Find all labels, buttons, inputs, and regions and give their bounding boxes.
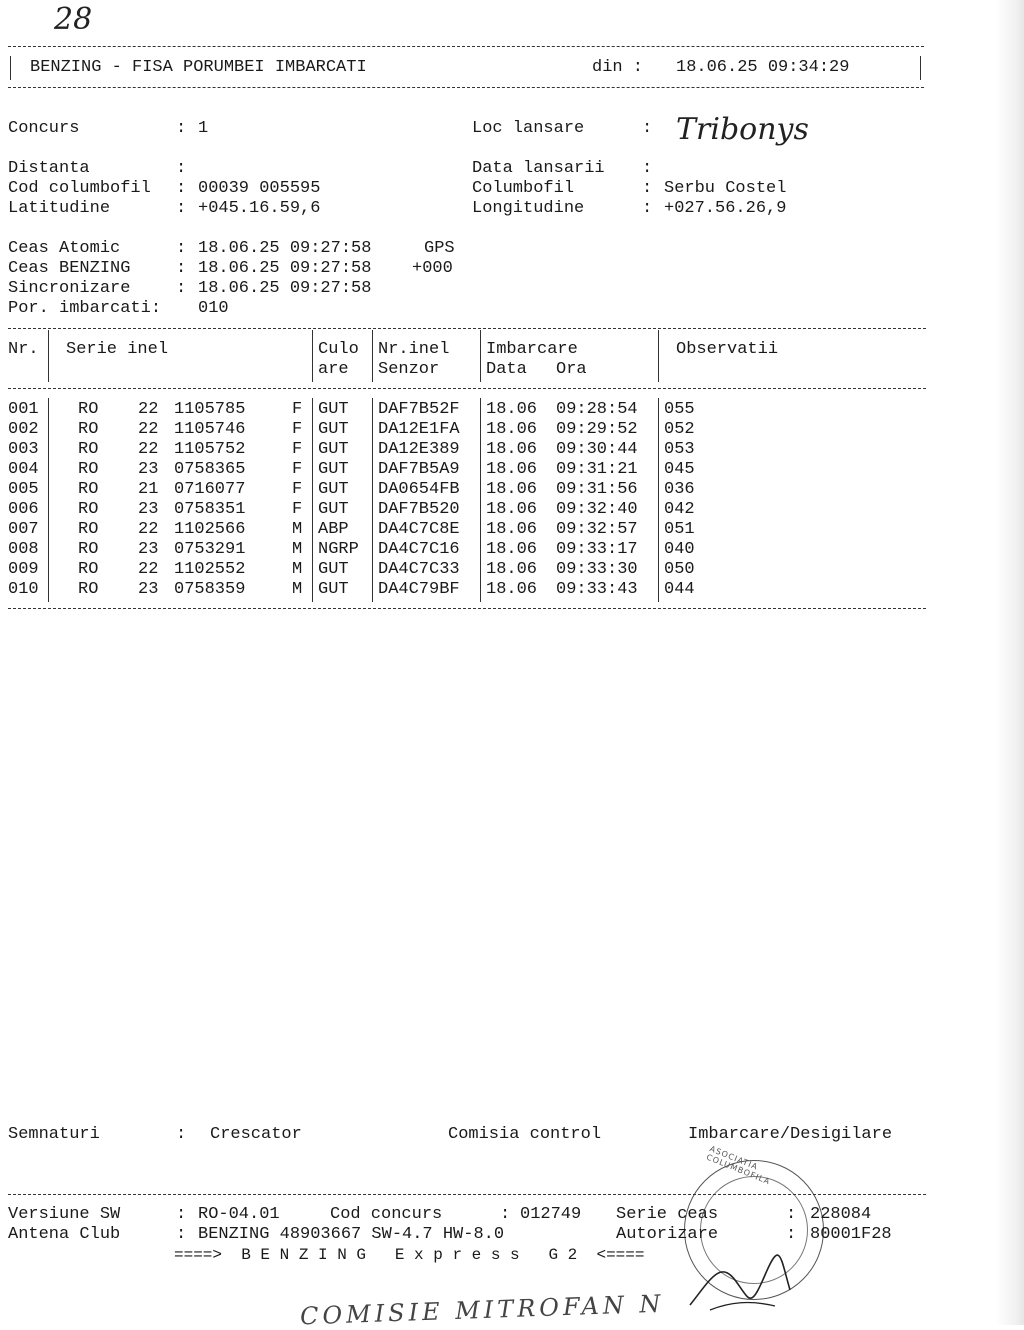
- cell-ora: 09:31:21: [556, 460, 638, 479]
- table-row: [0, 520, 940, 540]
- cell-ora: 09:32:40: [556, 500, 638, 519]
- cell-tara: RO: [78, 480, 99, 499]
- cell-culoare: GUT: [318, 480, 349, 499]
- cell-culoare: GUT: [318, 460, 349, 479]
- cell-ora: 09:33:43: [556, 580, 638, 599]
- cell-ora: 09:29:52: [556, 420, 638, 439]
- header-left-border: [10, 56, 11, 80]
- distanta-colon: :: [176, 159, 187, 178]
- cell-tara: RO: [78, 500, 99, 519]
- concurs-label: Concurs: [8, 119, 80, 138]
- cell-observatii: 052: [664, 420, 695, 439]
- cell-an: 23: [138, 540, 159, 559]
- cell-senzor: DA4C79BF: [378, 580, 460, 599]
- cell-senzor: DA12E1FA: [378, 420, 460, 439]
- autorizare-colon: :: [786, 1225, 797, 1244]
- por-imbarcati-label: Por. imbarcati:: [8, 299, 162, 318]
- cell-tara: RO: [78, 420, 99, 439]
- header-right-border: [920, 56, 921, 80]
- header-bottom-rule: [8, 87, 924, 88]
- col-header-data: Data: [486, 360, 527, 379]
- signature-imbarcare: Imbarcare/Desigilare: [688, 1125, 893, 1144]
- cell-inel: 1105752: [174, 440, 246, 459]
- cell-tara: RO: [78, 440, 99, 459]
- cell-data: 18.06: [486, 540, 538, 559]
- loc-lansare-colon: :: [642, 119, 653, 138]
- cell-nr: 004: [8, 460, 39, 479]
- ceas-benzing-suffix: +000: [412, 259, 453, 278]
- distanta-label: Distanta: [8, 159, 90, 178]
- club-stamp-text: ASOCIATIA COLUMBOFILA: [704, 1144, 772, 1187]
- cell-observatii: 045: [664, 460, 695, 479]
- cell-nr: 008: [8, 540, 39, 559]
- ceas-benzing-value: 18.06.25 09:27:58: [198, 259, 372, 278]
- cell-an: 22: [138, 440, 159, 459]
- cell-an: 21: [138, 480, 159, 499]
- col-sep-5: [658, 330, 659, 382]
- cell-sex: M: [292, 560, 303, 579]
- cell-nr: 001: [8, 400, 39, 419]
- cod-concurs-colon: :: [500, 1205, 511, 1224]
- cod-concurs-value: 012749: [520, 1205, 582, 1224]
- handwritten-signature: [680, 1250, 800, 1320]
- benzing-banner: ====> B E N Z I N G E x p r e s s G 2 <====: [174, 1246, 645, 1264]
- cell-nr: 005: [8, 480, 39, 499]
- col-header-senzor: Senzor: [378, 360, 440, 379]
- col-header-are: are: [318, 360, 349, 379]
- col-header-ora: Ora: [556, 360, 587, 379]
- col-header-imbarcare: Imbarcare: [486, 340, 578, 359]
- cell-observatii: 050: [664, 560, 695, 579]
- cell-an: 22: [138, 400, 159, 419]
- autorizare-label: Autorizare: [616, 1225, 719, 1244]
- cell-observatii: 042: [664, 500, 695, 519]
- cell-senzor: DA4C7C16: [378, 540, 460, 559]
- cell-ora: 09:33:17: [556, 540, 638, 559]
- ceas-atomic-suffix: GPS: [424, 239, 455, 258]
- ceas-atomic-colon: :: [176, 239, 187, 258]
- cell-observatii: 036: [664, 480, 695, 499]
- longitudine-label: Longitudine: [472, 199, 585, 218]
- cell-sex: F: [292, 420, 303, 439]
- versiune-colon: :: [176, 1205, 187, 1224]
- serie-ceas-colon: :: [786, 1205, 797, 1224]
- cell-culoare: GUT: [318, 400, 349, 419]
- col-sep-4: [480, 330, 481, 382]
- cell-data: 18.06: [486, 460, 538, 479]
- table-row: [0, 560, 940, 580]
- latitudine-label: Latitudine: [8, 199, 111, 218]
- longitudine-colon: :: [642, 199, 653, 218]
- data-lansarii-colon: :: [642, 159, 653, 178]
- antena-label: Antena Club: [8, 1225, 121, 1244]
- ceas-atomic-value: 18.06.25 09:27:58: [198, 239, 372, 258]
- versiune-label: Versiune SW: [8, 1205, 121, 1224]
- cod-columbofil-value: 00039 005595: [198, 179, 321, 198]
- cell-data: 18.06: [486, 580, 538, 599]
- cell-culoare: GUT: [318, 580, 349, 599]
- cell-ora: 09:32:57: [556, 520, 638, 539]
- col-header-nr-inel: Nr.inel: [378, 340, 450, 359]
- cell-sex: M: [292, 580, 303, 599]
- cell-observatii: 051: [664, 520, 695, 539]
- din-label: din :: [592, 58, 644, 77]
- semnaturi-label: Semnaturi: [8, 1125, 100, 1144]
- col-header-observatii: Observatii: [676, 340, 779, 359]
- ceas-atomic-label: Ceas Atomic: [8, 239, 121, 258]
- cell-tara: RO: [78, 580, 99, 599]
- table-row: [0, 580, 940, 600]
- sincronizare-colon: :: [176, 279, 187, 298]
- cell-nr: 006: [8, 500, 39, 519]
- cell-an: 22: [138, 560, 159, 579]
- signature-comisia: Comisia control: [448, 1125, 602, 1144]
- cell-senzor: DAF7B5A9: [378, 460, 460, 479]
- table-row: [0, 540, 940, 560]
- table-top-rule: [8, 328, 926, 329]
- loc-lansare-label: Loc lansare: [472, 119, 585, 138]
- col-sep-3: [372, 330, 373, 382]
- serie-ceas-label: Serie ceas: [616, 1205, 719, 1224]
- cell-inel: 0758351: [174, 500, 246, 519]
- col-sep-2: [312, 330, 313, 382]
- concurs-value: 1: [198, 119, 209, 138]
- scan-edge-shadow: [996, 0, 1024, 1325]
- cell-culoare: NGRP: [318, 540, 359, 559]
- cell-data: 18.06: [486, 400, 538, 419]
- cell-inel: 1102552: [174, 560, 246, 579]
- cell-senzor: DA4C7C8E: [378, 520, 460, 539]
- cell-nr: 003: [8, 440, 39, 459]
- cell-observatii: 040: [664, 540, 695, 559]
- cell-tara: RO: [78, 520, 99, 539]
- cod-columbofil-colon: :: [176, 179, 187, 198]
- cod-columbofil-label: Cod columbofil: [8, 179, 151, 198]
- footer-rule: [8, 1194, 926, 1195]
- autorizare-value: 80001F28: [810, 1225, 892, 1244]
- cell-data: 18.06: [486, 520, 538, 539]
- cell-nr: 009: [8, 560, 39, 579]
- data-lansarii-label: Data lansarii: [472, 159, 605, 178]
- cell-ora: 09:28:54: [556, 400, 638, 419]
- columbofil-colon: :: [642, 179, 653, 198]
- signature-crescator: Crescator: [210, 1125, 302, 1144]
- cell-data: 18.06: [486, 440, 538, 459]
- cell-senzor: DA12E389: [378, 440, 460, 459]
- columbofil-value: Serbu Costel: [664, 179, 787, 198]
- cell-tara: RO: [78, 560, 99, 579]
- cell-culoare: GUT: [318, 560, 349, 579]
- cell-data: 18.06: [486, 420, 538, 439]
- header-top-rule: [8, 46, 924, 47]
- cell-tara: RO: [78, 540, 99, 559]
- handwritten-bottom-note: COMISIE MITROFAN N: [299, 1289, 665, 1330]
- table-header-rule: [8, 388, 926, 389]
- serie-ceas-value: 228084: [810, 1205, 872, 1224]
- ceas-benzing-label: Ceas BENZING: [8, 259, 131, 278]
- latitudine-value: +045.16.59,6: [198, 199, 321, 218]
- cell-nr: 007: [8, 520, 39, 539]
- cell-sex: M: [292, 520, 303, 539]
- table-bottom-rule: [8, 608, 926, 609]
- antena-colon: :: [176, 1225, 187, 1244]
- table-row: [0, 480, 940, 500]
- cell-culoare: GUT: [318, 440, 349, 459]
- cell-senzor: DA0654FB: [378, 480, 460, 499]
- cell-data: 18.06: [486, 480, 538, 499]
- cell-inel: 1105785: [174, 400, 246, 419]
- cell-inel: 1102566: [174, 520, 246, 539]
- loc-lansare-handwritten: Tribonys: [676, 112, 809, 147]
- table-row: [0, 500, 940, 520]
- cell-nr: 010: [8, 580, 39, 599]
- cell-an: 23: [138, 580, 159, 599]
- concurs-colon: :: [176, 119, 187, 138]
- din-value: 18.06.25 09:34:29: [676, 58, 850, 77]
- latitudine-colon: :: [176, 199, 187, 218]
- cell-an: 23: [138, 500, 159, 519]
- cell-data: 18.06: [486, 500, 538, 519]
- cell-nr: 002: [8, 420, 39, 439]
- semnaturi-colon: :: [176, 1125, 187, 1144]
- cell-ora: 09:33:30: [556, 560, 638, 579]
- col-header-culo: Culo: [318, 340, 359, 359]
- cell-culoare: GUT: [318, 500, 349, 519]
- cell-sex: F: [292, 400, 303, 419]
- sincronizare-value: 18.06.25 09:27:58: [198, 279, 372, 298]
- cell-sex: F: [292, 500, 303, 519]
- cell-an: 23: [138, 460, 159, 479]
- cell-observatii: 044: [664, 580, 695, 599]
- por-imbarcati-value: 010: [198, 299, 229, 318]
- table-row: [0, 440, 940, 460]
- cell-inel: 0716077: [174, 480, 246, 499]
- cell-observatii: 055: [664, 400, 695, 419]
- cell-inel: 1105746: [174, 420, 246, 439]
- document-title: BENZING - FISA PORUMBEI IMBARCATI: [30, 58, 367, 77]
- col-header-nr: Nr.: [8, 340, 39, 359]
- cell-an: 22: [138, 420, 159, 439]
- cell-senzor: DAF7B520: [378, 500, 460, 519]
- cell-sex: F: [292, 440, 303, 459]
- cell-tara: RO: [78, 460, 99, 479]
- longitudine-value: +027.56.26,9: [664, 199, 787, 218]
- handwritten-page-number: 28: [54, 2, 93, 37]
- table-row: [0, 400, 940, 420]
- cell-data: 18.06: [486, 560, 538, 579]
- ceas-benzing-colon: :: [176, 259, 187, 278]
- antena-value: BENZING 48903667 SW-4.7 HW-8.0: [198, 1225, 505, 1244]
- cell-tara: RO: [78, 400, 99, 419]
- cell-senzor: DA4C7C33: [378, 560, 460, 579]
- cell-ora: 09:31:56: [556, 480, 638, 499]
- cell-senzor: DAF7B52F: [378, 400, 460, 419]
- cell-culoare: ABP: [318, 520, 349, 539]
- cell-sex: M: [292, 540, 303, 559]
- cell-inel: 0758359: [174, 580, 246, 599]
- sincronizare-label: Sincronizare: [8, 279, 131, 298]
- table-row: [0, 460, 940, 480]
- columbofil-label: Columbofil: [472, 179, 575, 198]
- cell-observatii: 053: [664, 440, 695, 459]
- cell-sex: F: [292, 480, 303, 499]
- cell-ora: 09:30:44: [556, 440, 638, 459]
- cell-sex: F: [292, 460, 303, 479]
- versiune-value: RO-04.01: [198, 1205, 280, 1224]
- cell-inel: 0753291: [174, 540, 246, 559]
- col-sep-1: [48, 330, 49, 382]
- cod-concurs-label: Cod concurs: [330, 1205, 443, 1224]
- col-header-serie-inel: Serie inel: [66, 340, 169, 359]
- cell-inel: 0758365: [174, 460, 246, 479]
- cell-an: 22: [138, 520, 159, 539]
- table-row: [0, 420, 940, 440]
- cell-culoare: GUT: [318, 420, 349, 439]
